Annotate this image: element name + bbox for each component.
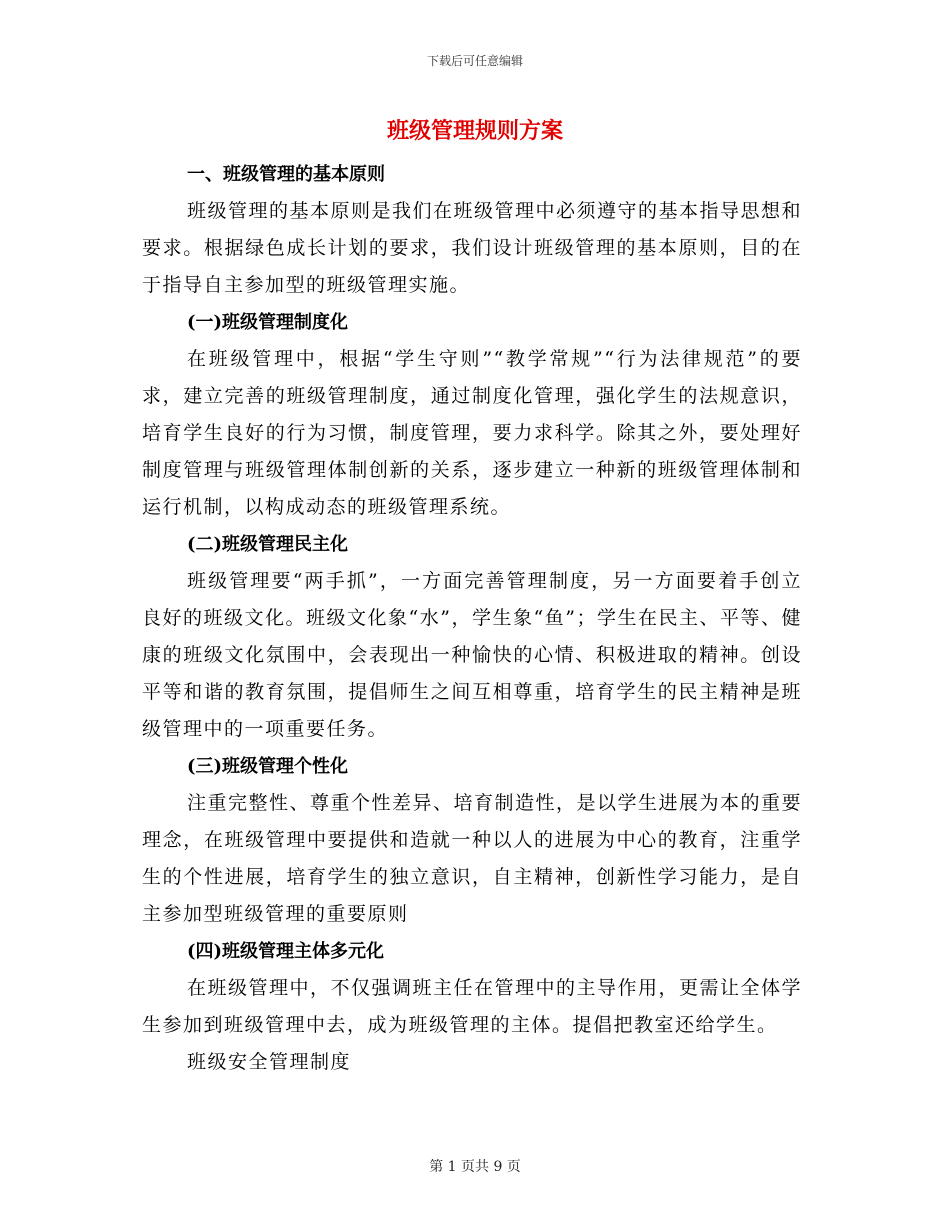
subsection-paragraph-institutionalization: 在班级管理中，根据“学生守则”“教学常规”“行为法律规范”的要求，建立完善的班级管理制度，通过制度化管理，强化学生的法规意识，培育学生良好的行为习惯，制度管理，要力求科学。除其之外，要处理好制度管理与班级管理体制创新的关系，逐步建立一种新的班级管理体制和运行机制，以构成动态的班级管理系统。 xyxy=(142,348,802,518)
subsection-heading-democratization: (二)班级管理民主化 xyxy=(187,534,349,555)
subsection-heading-individualization: (三)班级管理个性化 xyxy=(187,756,349,777)
subsection-paragraph-democratization: 班级管理要“两手抓”，一方面完善管理制度，另一方面要着手创立良好的班级文化。班级文化象“水”，学生象“鱼”；学生在民主、平等、健康的班级文化氛围中，会表现出一种愉快的心情、积极进取的精神。创设平等和谐的教育氛围，提倡师生之间互相尊重，培育学生的民主精神是班级管理中的一项重要任务。 xyxy=(142,570,802,740)
closing-line: 班级安全管理制度 xyxy=(187,1051,352,1073)
section-heading-basic-principles: 一、班级管理的基本原则 xyxy=(187,164,385,185)
subsection-heading-institutionalization: (一)班级管理制度化 xyxy=(187,312,349,333)
subsection-heading-diversified-subjects: (四)班级管理主体多元化 xyxy=(187,941,385,962)
header-note: 下载后可任意编辑 xyxy=(426,54,523,68)
subsection-paragraph-individualization: 注重完整性、尊重个性差异、培育制造性，是以学生进展为本的重要理念，在班级管理中要提供和造就一种以人的进展为中心的教育，注重学生的个性进展，培育学生的独立意识，自主精神，创新性学习能力，是自主参加型班级管理的重要原则 xyxy=(142,792,803,925)
document-title: 班级管理规则方案 xyxy=(386,118,563,144)
document-body xyxy=(142,156,802,1081)
subsection-paragraph-diversified-subjects: 在班级管理中，不仅强调班主任在管理中的主导作用，更需让全体学生参加到班级管理中去，成为班级管理的主体。提倡把教室还给学生。 xyxy=(142,977,803,1036)
page-footer: 第 1 页共 9 页 xyxy=(429,1159,521,1175)
section-intro-paragraph: 班级管理的基本原则是我们在班级管理中必须遵守的基本指导思想和要求。根据绿色成长计划的要求，我们设计班级管理的基本原则，目的在于指导自主参加型的班级管理实施。 xyxy=(142,200,803,296)
